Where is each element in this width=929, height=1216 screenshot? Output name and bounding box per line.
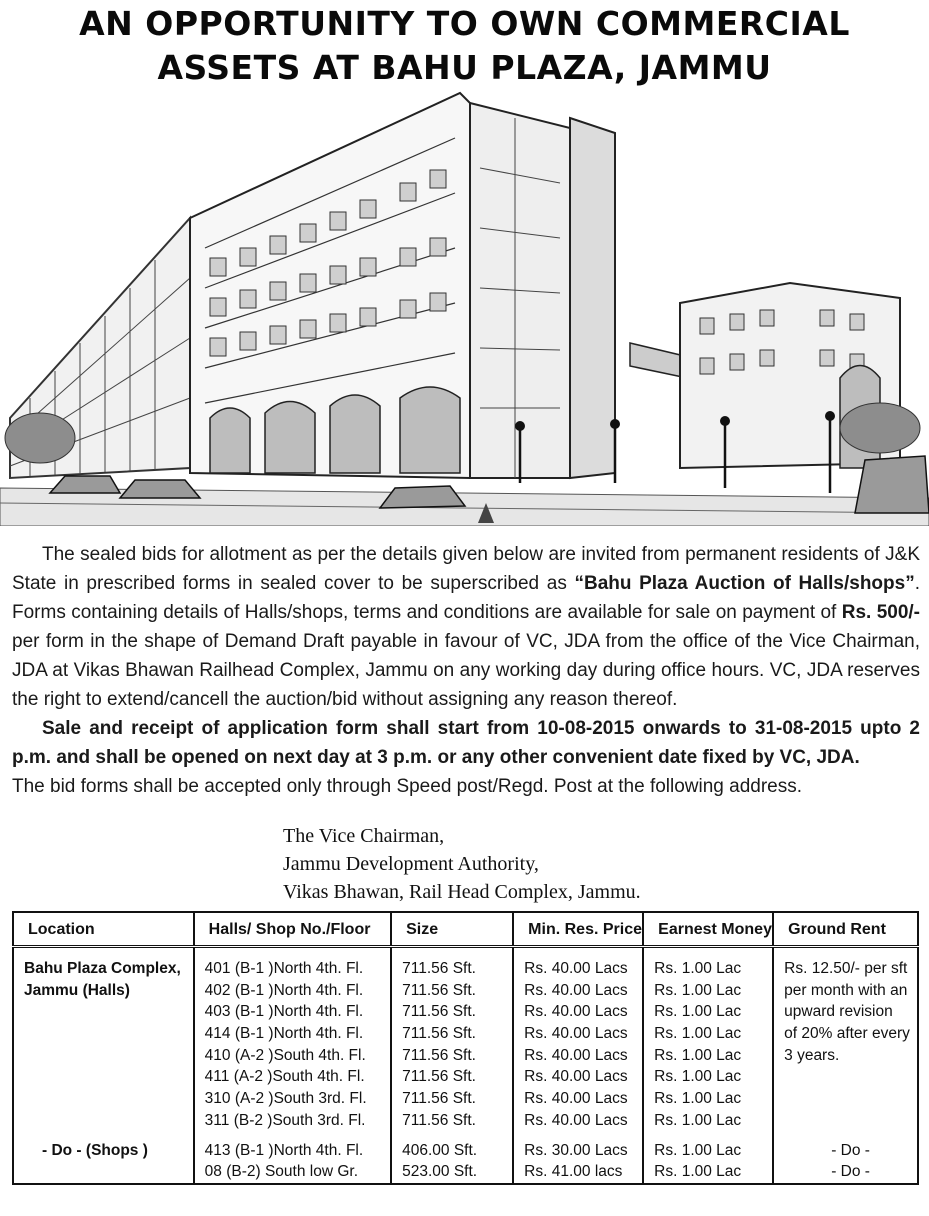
earnest-value: Rs. 1.00 Lac [654, 1141, 742, 1159]
size-value: 406.00 Sft. [402, 1141, 478, 1159]
header-ground-rent: Ground Rent [773, 912, 918, 947]
earnest-value: Rs. 1.00 Lac [654, 960, 742, 977]
price-value: Rs. 40.00 Lacs [524, 1111, 628, 1129]
form-fee: Rs. 500/- [841, 602, 921, 623]
header-location: Location [13, 912, 194, 947]
invitation-text-a: The sealed bids for allotment as per the details given below are invited from permanent residents of J&K State in prescribed forms in sealed cover to be superscribed as [12, 544, 920, 594]
paragraph-submission: The bid forms shall be accepted only through Speed post/Regd. Post at the following address. [12, 776, 803, 797]
header-unit: Halls/ Shop No./Floor [194, 912, 391, 947]
rent-line: - Do - [831, 1141, 870, 1159]
halls-earnest-cell [643, 947, 773, 1132]
size-value: 711.56 Sft. [402, 960, 476, 977]
size-value: 523.00 Sft. [402, 1163, 478, 1181]
size-value: 711.56 Sft. [402, 981, 476, 999]
earnest-value: Rs. 1.00 Lac [654, 1111, 742, 1129]
header-earnest-money: Earnest Money [643, 912, 773, 947]
price-value: Rs. 40.00 Lacs [524, 1003, 628, 1021]
address-line-2: Jammu Development Authority, [283, 853, 539, 875]
unit-value: 402 (B-1 )North 4th. Fl. [204, 981, 364, 999]
earnest-value: Rs. 1.00 Lac [654, 1068, 742, 1086]
unit-value: 410 (A-2 )South 4th. Fl. [204, 1046, 366, 1064]
shops-earnest-cell [643, 1132, 773, 1184]
size-value: 711.56 Sft. [402, 1068, 476, 1086]
earnest-value: Rs. 1.00 Lac [654, 981, 742, 999]
size-value: 711.56 Sft. [402, 1111, 476, 1129]
price-value: Rs. 30.00 Lacs [524, 1141, 628, 1159]
address-line-3: Vikas Bhawan, Rail Head Complex, Jammu. [283, 881, 641, 903]
shops-unit-cell [194, 1132, 391, 1184]
paragraph-invitation [12, 540, 920, 714]
invitation-text-b: . Forms containing details of Halls/shops, terms and conditions are available for sale on payment of [12, 573, 920, 623]
price-value: Rs. 40.00 Lacs [524, 1090, 628, 1108]
halls-location-cell [13, 947, 194, 1132]
shops-location-cell [13, 1132, 194, 1184]
unit-value: 310 (A-2 )South 3rd. Fl. [204, 1090, 367, 1108]
rent-line: upward revision [784, 1003, 893, 1021]
halls-location-line: Jammu (Halls) [24, 981, 130, 999]
price-value: Rs. 40.00 Lacs [524, 960, 628, 977]
rent-line: 3 years. [784, 1046, 840, 1064]
postal-address [283, 822, 641, 906]
price-value: Rs. 40.00 Lacs [524, 981, 628, 999]
superscription-text: “Bahu Plaza Auction of Halls/shops” [574, 573, 915, 594]
halls-size-cell [391, 947, 513, 1132]
table-header-row [13, 912, 918, 947]
address-line-1: The Vice Chairman, [283, 825, 445, 847]
header-min-price: Min. Res. Price [513, 912, 643, 947]
rent-line: Rs. 12.50/- per sft [784, 960, 908, 977]
shops-rent-cell [773, 1132, 918, 1184]
earnest-value: Rs. 1.00 Lac [654, 1163, 742, 1181]
earnest-value: Rs. 1.00 Lac [654, 1090, 742, 1108]
size-value: 711.56 Sft. [402, 1003, 476, 1021]
rent-line: - Do - [831, 1163, 870, 1181]
headline-line-2: ASSETS AT BAHU PLAZA, JAMMU [157, 48, 772, 87]
halls-rent-cell [773, 947, 918, 1132]
table-row [13, 1132, 918, 1184]
price-value: Rs. 41.00 lacs [524, 1163, 623, 1181]
earnest-value: Rs. 1.00 Lac [654, 1025, 742, 1043]
price-value: Rs. 40.00 Lacs [524, 1046, 628, 1064]
unit-value: 414 (B-1 )North 4th. Fl. [204, 1025, 364, 1043]
invitation-text-c: per form in the shape of Demand Draft payable in favour of VC, JDA from the office of the Vice Chairman, JDA at Vikas Bhawan Railhead Complex, Jammu on any working day during office hours. VC, JDA reserves the right to extend/cancell the auction/bid without assigning any reason thereof. [12, 631, 920, 710]
earnest-value: Rs. 1.00 Lac [654, 1003, 742, 1021]
earnest-value: Rs. 1.00 Lac [654, 1046, 742, 1064]
paragraph-schedule: Sale and receipt of application form shall start from 10-08-2015 onwards to 31-08-2015 upto 2 p.m. and shall be opened on next day at 3 p.m. or any other convenient date fixed by VC, JDA. [12, 718, 920, 768]
unit-value: 401 (B-1 )North 4th. Fl. [204, 960, 364, 977]
shops-price-cell [513, 1132, 643, 1184]
unit-value: 411 (A-2 )South 4th. Fl. [204, 1068, 365, 1086]
notice-body [12, 540, 920, 801]
rent-line: of 20% after every [784, 1025, 910, 1043]
halls-unit-cell [194, 947, 391, 1132]
table-row [13, 947, 918, 1132]
halls-price-cell [513, 947, 643, 1132]
unit-value: 413 (B-1 )North 4th. Fl. [204, 1141, 364, 1159]
headline-line-1: AN OPPORTUNITY TO OWN COMMERCIAL [79, 4, 850, 43]
price-value: Rs. 40.00 Lacs [524, 1025, 628, 1043]
unit-value: 311 (B-2 )South 3rd. Fl. [204, 1111, 366, 1129]
auction-schedule-table [12, 911, 919, 1185]
headline [0, 2, 929, 90]
unit-value: 403 (B-1 )North 4th. Fl. [204, 1003, 364, 1021]
size-value: 711.56 Sft. [402, 1046, 476, 1064]
rent-line: per month with an [784, 981, 908, 999]
unit-value: 08 (B-2) South low Gr. [204, 1163, 359, 1181]
building-sketch-icon [0, 88, 929, 526]
header-size: Size [391, 912, 513, 947]
shops-location: - Do - (Shops ) [42, 1141, 148, 1159]
size-value: 711.56 Sft. [402, 1025, 476, 1043]
shops-size-cell [391, 1132, 513, 1184]
price-value: Rs. 40.00 Lacs [524, 1068, 628, 1086]
halls-location-line: Bahu Plaza Complex, [24, 960, 181, 977]
size-value: 711.56 Sft. [402, 1090, 476, 1108]
